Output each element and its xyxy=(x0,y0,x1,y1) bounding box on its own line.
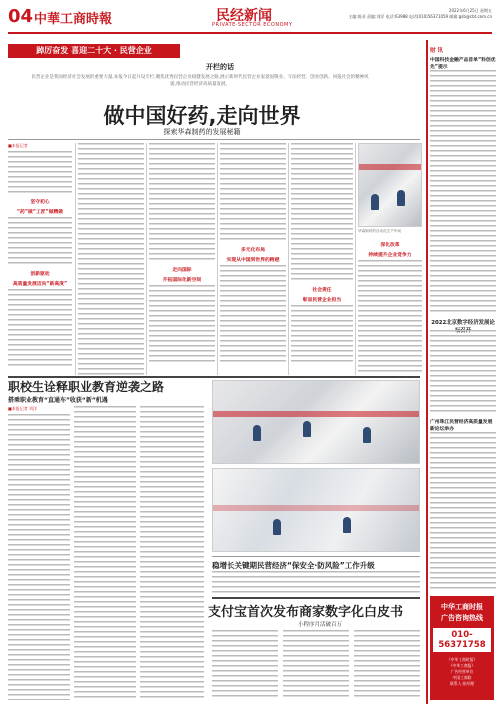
ad-subtitle: 广告咨询热线 xyxy=(441,614,483,622)
section-title: 民经新闻 xyxy=(216,8,272,24)
photo-worker xyxy=(273,519,281,535)
right-item-body xyxy=(430,70,496,314)
second-column-3 xyxy=(140,406,204,700)
ad-detail: 联系人:张经理 xyxy=(449,681,475,686)
lab-photo xyxy=(212,380,420,464)
right-item-headline: 广州珠江民营经济高质量发展新论坛举办 xyxy=(430,420,493,432)
lead-column-4 xyxy=(220,143,286,375)
issue-date: 2022年6月25日 星期五 xyxy=(448,8,492,13)
ad-box xyxy=(430,596,494,700)
lead-section-head: 深化改革 xyxy=(380,243,400,248)
lead-section-head: 多元化布局 xyxy=(241,248,265,253)
text-block xyxy=(8,217,72,267)
ad-detail: 中国工商联 xyxy=(452,675,472,680)
text-block xyxy=(149,285,215,365)
column-divider xyxy=(217,143,218,375)
divider xyxy=(8,139,420,140)
right-item-body xyxy=(430,432,496,592)
page-header xyxy=(0,0,500,36)
section-ribbon: 踔厉奋发 喜迎二十大 · 民营企业 xyxy=(8,44,180,58)
lead-section-head: 持续提升企业竞争力 xyxy=(368,253,412,258)
photo-detail xyxy=(359,164,421,170)
paper-logo: 中華工商時報 xyxy=(34,12,113,27)
lead-byline: ■本报记者 xyxy=(8,143,28,148)
text-block xyxy=(291,305,353,365)
text-block xyxy=(220,265,286,365)
lead-section-head: 走向国际 xyxy=(172,268,192,273)
photo-caption: 华森制药的自动化生产车间 xyxy=(358,229,402,233)
column-divider xyxy=(288,143,289,375)
lead-section-head: 坚守初心 xyxy=(30,200,50,205)
text-block xyxy=(220,143,286,243)
second-subhead: 搭乘职业教育“直通车”收获“新”机遇 xyxy=(8,397,108,404)
ad-detail: 广告经营单位 xyxy=(450,669,474,674)
second-headline: 职校生诠释职业教育逆袭之路 xyxy=(8,380,165,394)
lead-headline: 做中国好药,走向世界 xyxy=(103,104,301,128)
brief-headline: 稳增长关键期民营经济“保安全·防风险”工作升级 xyxy=(212,561,375,570)
lead-column-6 xyxy=(358,238,422,375)
payment-column-1 xyxy=(212,630,278,700)
text-block xyxy=(149,143,215,263)
production-line-photo xyxy=(212,468,420,552)
text-block xyxy=(291,143,353,283)
lead-column-2 xyxy=(78,143,144,375)
payment-subhead: 小程序月活破百万 xyxy=(297,622,342,628)
second-column-1 xyxy=(8,406,70,700)
second-column-2 xyxy=(74,406,136,700)
payment-column-2 xyxy=(283,630,349,700)
header-divider xyxy=(8,32,492,34)
photo-worker xyxy=(303,421,311,437)
text-block xyxy=(358,260,422,375)
lead-section-head: 开拓国际化新空间 xyxy=(162,278,202,283)
lead-section-head: 创新驱动 xyxy=(30,272,50,277)
column-intro: 民营企业是我国经济社会发展的重要力量,本报今日起开设专栏,聚焦优秀民营企业稳健发展之路,展示新时代民营企业家爱国敬业、守法经营、创业创新、回报社会的精神风貌,推动民营经济高质量发展。 xyxy=(31,75,369,87)
payment-column-3 xyxy=(354,630,420,700)
right-item-headline: 2022北京数字经济发展论坛召开 xyxy=(431,320,495,334)
right-column-rule xyxy=(426,40,428,704)
column-divider xyxy=(146,143,147,375)
page-number: 04 xyxy=(8,6,34,27)
lead-column-5 xyxy=(291,143,353,375)
column-kicker: 开栏的话 xyxy=(206,63,234,71)
right-item-body xyxy=(430,330,496,414)
photo-detail xyxy=(213,505,419,511)
header-info xyxy=(322,8,492,20)
column-divider xyxy=(75,143,76,375)
right-column-tag: 财 讯 xyxy=(430,48,443,54)
second-byline: ■本报记者 刘洋 xyxy=(8,406,38,411)
lead-section-head: 高质量发展迈向“新高度” xyxy=(12,282,68,287)
lead-section-head: “药”做“工匠”做精做 xyxy=(16,210,64,215)
lead-section-head: 彰显民营企业担当 xyxy=(302,298,342,303)
photo-worker xyxy=(253,425,261,441)
divider xyxy=(212,556,420,557)
ad-phone: 010-56371758 xyxy=(433,628,491,652)
divider xyxy=(212,597,420,599)
lead-column-3 xyxy=(149,143,215,375)
photo-worker xyxy=(371,194,379,210)
section-subtitle: PRIVATE·SECTOR ECONOMY xyxy=(212,22,293,28)
photo-worker xyxy=(363,427,371,443)
lead-column-1 xyxy=(8,143,72,375)
brief-body xyxy=(212,571,420,595)
ad-title: 中华工商时报 xyxy=(441,603,483,611)
lead-subhead: 探索华森制药的发展秘籍 xyxy=(163,128,241,136)
payment-headline: 支付宝首次发布商家数字化白皮书 xyxy=(208,605,404,620)
text-block xyxy=(8,151,72,195)
photo-detail xyxy=(213,411,419,417)
text-block xyxy=(8,414,70,700)
editor-line: 主编:陈亚 责编:刘洋 电话:63988 电话(010)56371059 邮箱:gsb@cbt.com.cn xyxy=(348,14,492,19)
column-divider xyxy=(355,143,356,375)
photo-worker xyxy=(343,517,351,533)
ad-detail: 《中华工商报》 xyxy=(448,663,476,668)
factory-photo xyxy=(358,143,422,227)
text-block xyxy=(8,289,72,369)
right-item-headline: 中国科技金融产品首单“科创优先”提示 xyxy=(430,58,496,70)
lead-section-head: 实现从中国到世界的跨越 xyxy=(226,258,280,263)
lead-section-head: 社会责任 xyxy=(312,288,332,293)
ad-detail: 《中华工商时报》 xyxy=(446,657,478,662)
photo-worker xyxy=(397,190,405,206)
